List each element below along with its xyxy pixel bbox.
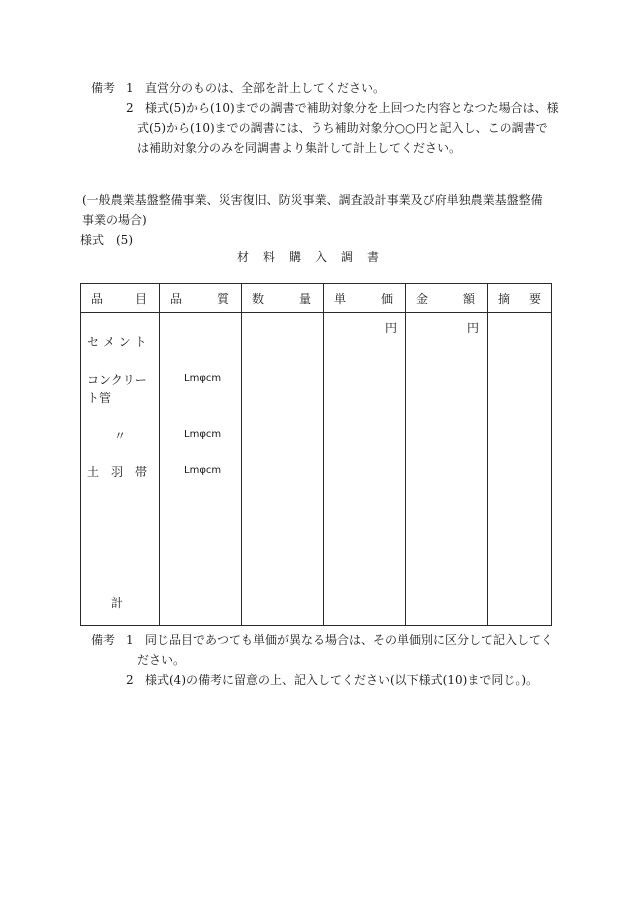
header-item: 品 目 xyxy=(81,284,160,313)
form-id: 様式 (5) xyxy=(80,233,133,247)
yen-unit: 円 xyxy=(384,321,397,335)
note-text: 様式(4)の備考に留意の上、記入してください(以下様式(10)まで同じ。)。 xyxy=(145,673,538,687)
note-number: 2 xyxy=(126,673,134,687)
spec-concrete-pipe: Lmφcm xyxy=(184,373,222,384)
item-cement: セ メ ン ト xyxy=(87,335,147,349)
table-header-row xyxy=(81,284,552,313)
table-body-row xyxy=(81,313,552,626)
note-text: 同じ品目であつても単価が異なる場合は、その単価別に区分して記入してく xyxy=(145,633,554,647)
note-number: 1 xyxy=(126,633,134,647)
note-number: 1 xyxy=(126,81,134,95)
note-text: ださい。 xyxy=(137,653,186,667)
header-unit-price: 単 価 xyxy=(324,284,406,313)
note-text: 式(5)から(10)までの調書には、うち補助対象分○○円と記入し、この調書で xyxy=(137,121,548,135)
note-text: 様式(5)から(10)までの調書で補助対象分を上回つた内容となつた場合は、様 xyxy=(145,101,559,115)
unit-price-column xyxy=(324,313,406,626)
material-purchase-table xyxy=(80,283,552,626)
item-concrete-pipe-cont: ト管 xyxy=(87,391,112,405)
total-label: 計 xyxy=(111,596,124,610)
scope-line: (一般農業基盤整備事業、災害復旧、防災事業、調査設計事業及び府単独農業基盤整備 xyxy=(82,193,543,207)
remarks-column xyxy=(488,313,552,626)
item-dohaobi: 土 羽 帯 xyxy=(87,465,148,479)
amount-column xyxy=(406,313,488,626)
item-concrete-pipe: コンクリー xyxy=(87,373,147,387)
header-remarks: 摘 要 xyxy=(488,284,552,313)
scope-line: 事業の場合) xyxy=(82,213,147,227)
quality-column xyxy=(160,313,242,626)
note-number: 2 xyxy=(126,101,134,115)
header-quality: 品 質 xyxy=(160,284,242,313)
yen-unit: 円 xyxy=(466,321,479,335)
notes-label: 備考 xyxy=(91,81,116,95)
item-ditto: 〃 xyxy=(114,429,127,443)
spec-dohaobi: Lmφcm xyxy=(184,465,222,476)
item-column xyxy=(81,313,160,626)
header-quantity: 数 量 xyxy=(242,284,324,313)
notes-label: 備考 xyxy=(91,633,116,647)
note-text: は補助対象分のみを同調書より集計して計上してください。 xyxy=(137,141,462,155)
spec-ditto: Lmφcm xyxy=(184,429,222,440)
quantity-column xyxy=(242,313,324,626)
header-amount: 金 額 xyxy=(406,284,488,313)
form-title: 材 料 購 入 調 書 xyxy=(237,250,381,264)
note-text: 直営分のものは、全部を計上してください。 xyxy=(145,81,386,95)
